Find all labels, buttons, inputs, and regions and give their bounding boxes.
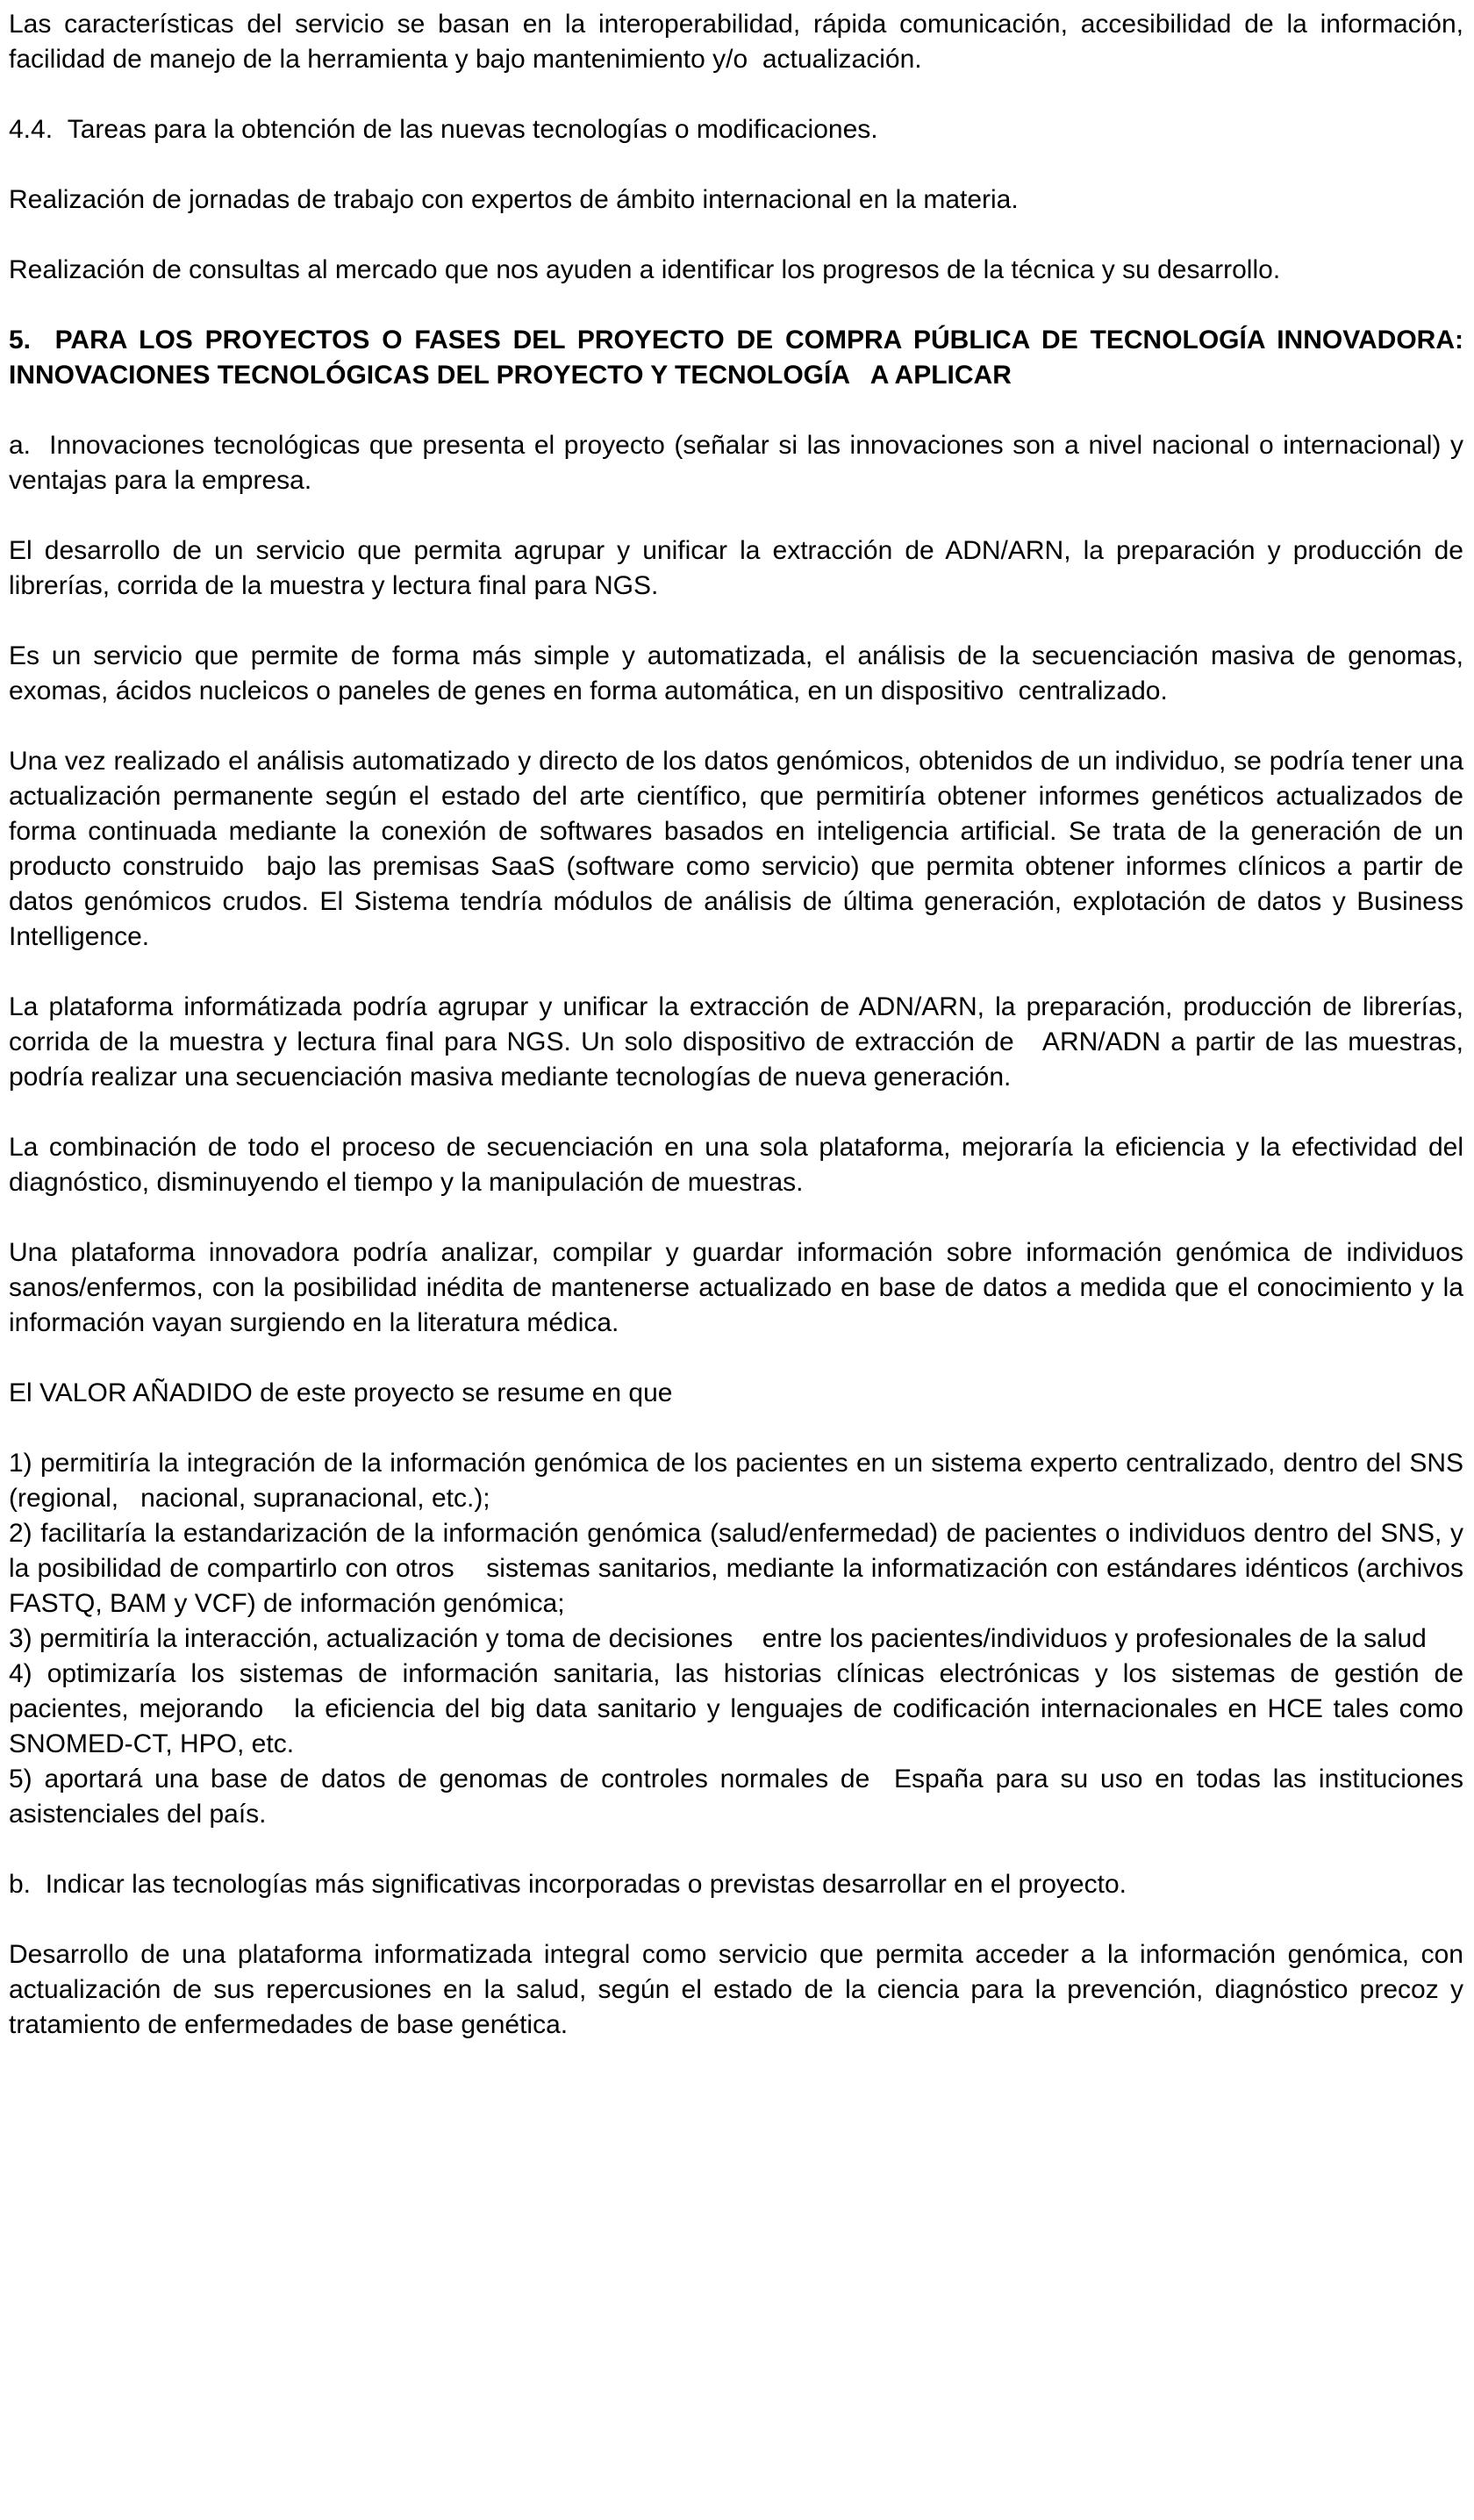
paragraph-consultas-mercado: Realización de consultas al mercado que nos ayuden a identificar los progresos de la técnica y su desarrollo. (9, 255, 1281, 284)
paragraph-service-characteristics: Las características del servicio se basan en la interoperabilidad, rápida comunicación, accesibilidad de la información, facilidad de manejo de la herramienta y bajo mantenimiento y/o actualización. (9, 10, 1463, 74)
paragraph-analisis-automatizado-saas: Una vez realizado el análisis automatizado y directo de los datos genómicos, obtenidos de un individuo, se podría tener una actualización permanente según el estado del arte científico, que permitiría obtener informes genéticos actualizados de forma continuada mediante la conexión de softwares basados en inteligencia artificial. Se trata de la generación de un producto construido bajo las premisas SaaS (software como servicio) que permita obtener informes clínicos a partir de datos genómicos crudos. El Sistema tendría módulos de análisis de última generación, explotación de datos y Business Intelligence. (9, 747, 1463, 951)
list-item-1: 1) permitiría la integración de la información genómica de los pacientes en un sistema experto centralizado, dentro del SNS (regional, nacional, supranacional, etc.); (9, 1449, 1463, 1513)
list-item-4: 4) optimizaría los sistemas de información sanitaria, las historias clínicas electrónicas y los sistemas de gestión de pacientes, mejorando la eficiencia del big data sanitario y lenguajes de codificación internacionales en HCE tales como SNOMED-CT, HPO, etc. (9, 1659, 1463, 1758)
item-a-innovaciones: a. Innovaciones tecnológicas que presenta el proyecto (señalar si las innovaciones son a nivel nacional o internacional) y ventajas para la empresa. (9, 431, 1463, 495)
list-item-5: 5) aportará una base de datos de genomas de controles normales de España para su uso en todas las instituciones asistenciales del país. (9, 1765, 1463, 1829)
paragraph-combinacion-proceso: La combinación de todo el proceso de secuenciación en una sola plataforma, mejoraría la eficiencia y la efectividad del diagnóstico, disminuyendo el tiempo y la manipulación de muestras. (9, 1133, 1463, 1197)
item-b-tecnologias: b. Indicar las tecnologías más significativas incorporadas o previstas desarrollar en el proyecto. (9, 1870, 1127, 1899)
paragraph-plataforma-innovadora: Una plataforma innovadora podría analizar, compilar y guardar información sobre información genómica de individuos sanos/enfermos, con la posibilidad inédita de mantenerse actualizado en base de datos a medida que el conocimiento y la información vayan surgiendo en la literatura médica. (9, 1238, 1463, 1337)
list-item-3: 3) permitiría la interacción, actualización y toma de decisiones entre los pacientes/individuos y profesionales de la salud (9, 1624, 1427, 1653)
paragraph-servicio-automatizado: Es un servicio que permite de forma más simple y automatizada, el análisis de la secuenciación masiva de genomas, exomas, ácidos nucleicos o paneles de genes en forma automática, en un dispositivo centralizado. (9, 641, 1463, 705)
paragraph-desarrollo-plataforma-final: Desarrollo de una plataforma informatizada integral como servicio que permita acceder a la información genómica, con actualización de sus repercusiones en la salud, según el estado de la ciencia para la prevención, diagnóstico precoz y tratamiento de enfermedades de base genética. (9, 1940, 1463, 2039)
heading-4-4-tareas: 4.4. Tareas para la obtención de las nuevas tecnologías o modificaciones. (9, 115, 878, 144)
paragraph-valor-anadido: El VALOR AÑADIDO de este proyecto se resume en que (9, 1378, 673, 1407)
paragraph-jornadas: Realización de jornadas de trabajo con expertos de ámbito internacional en la materia. (9, 185, 1019, 214)
paragraph-plataforma-informatizada: La plataforma informátizada podría agrupar y unificar la extracción de ADN/ARN, la preparación, producción de librerías, corrida de la muestra y lectura final para NGS. Un solo dispositivo de extracción de ARN/ADN a partir de las muestras, podría realizar una secuenciación masiva mediante tecnologías de nueva generación. (9, 992, 1463, 1092)
heading-5-compra-publica: 5. PARA LOS PROYECTOS O FASES DEL PROYECTO DE COMPRA PÚBLICA DE TECNOLOGÍA INNOVADORA: INNOVACIONES TECNOLÓGICAS DEL PROYECTO Y TECNOLOGÍA A APLICAR (9, 326, 1463, 390)
list-item-2: 2) facilitaría la estandarización de la información genómica (salud/enfermedad) de pacientes o individuos dentro del SNS, y la posibilidad de compartirlo con otros sistemas sanitarios, mediante la informatización con estándares idénticos (archivos FASTQ, BAM y VCF) de información genómica; (9, 1519, 1463, 1618)
numbered-list-valor (9, 1446, 1463, 1832)
paragraph-desarrollo-servicio: El desarrollo de un servicio que permita agrupar y unificar la extracción de ADN/ARN, la preparación y producción de librerías, corrida de la muestra y lectura final para NGS. (9, 536, 1463, 600)
